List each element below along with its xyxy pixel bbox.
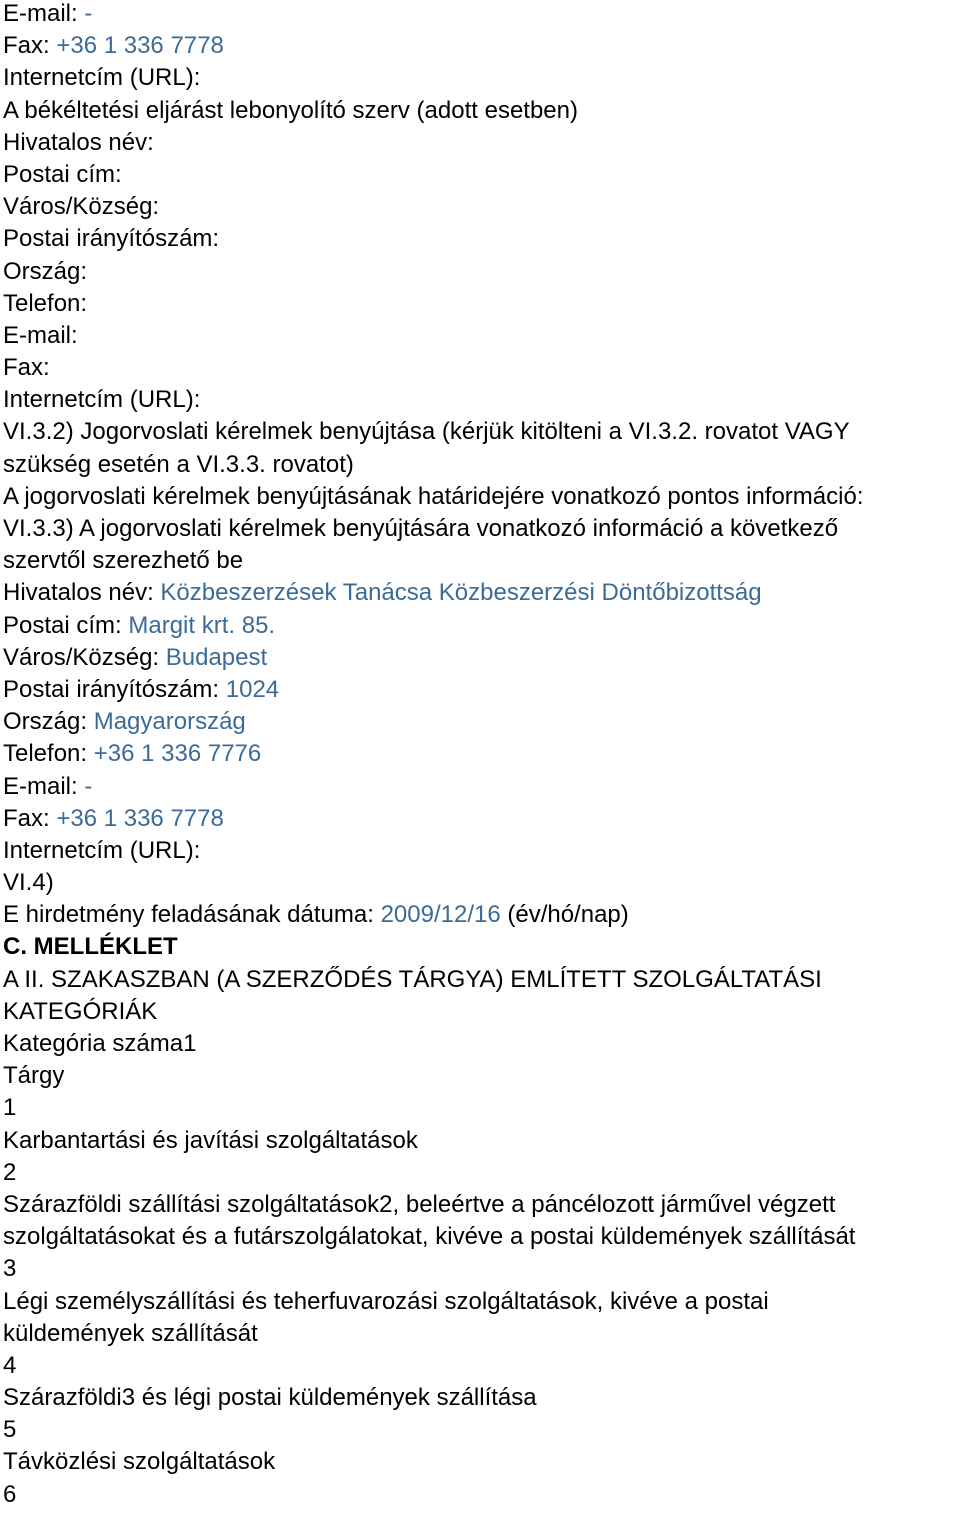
line-value: +36 1 336 7778 <box>56 32 224 60</box>
document-line <box>3 418 960 450</box>
document-line <box>3 998 960 1030</box>
document-line <box>3 708 960 740</box>
document-line <box>3 515 960 547</box>
line-label: 2 <box>3 1158 17 1186</box>
document-line <box>3 612 960 644</box>
line-label: E-mail: <box>3 0 85 27</box>
line-label: Hivatalos név: <box>3 128 154 156</box>
document-line <box>3 1094 960 1126</box>
document-line <box>3 97 960 129</box>
document-line <box>3 579 960 611</box>
line-label: Postai irányítószám: <box>3 675 226 703</box>
line-label: 6 <box>3 1480 17 1508</box>
document-line <box>3 1191 960 1223</box>
line-label: küldemények szállítását <box>3 1319 258 1347</box>
line-value: +36 1 336 7776 <box>93 740 262 768</box>
line-label: A II. SZAKASZBAN (A SZERZŐDÉS TÁRGYA) EMLÍTETT SZOLGÁLTATÁSI <box>3 965 822 993</box>
line-label: Internetcím (URL): <box>3 386 201 414</box>
line-value: Közbeszerzések Tanácsa Közbeszerzési Döntőbizottság <box>160 579 762 607</box>
line-label: Karbantartási és javítási szolgáltatások <box>3 1126 418 1154</box>
line-label: Hivatalos név: <box>3 579 161 607</box>
document-line <box>3 290 960 322</box>
document-line <box>3 0 960 32</box>
document-line <box>3 901 960 933</box>
line-label: szükség esetén a VI.3.3. rovatot) <box>3 450 354 478</box>
line-value: Magyarország <box>93 708 246 736</box>
line-label: Postai cím: <box>3 611 129 639</box>
line-label: 5 <box>3 1416 17 1444</box>
document-line <box>3 451 960 483</box>
document-line <box>3 322 960 354</box>
document-line <box>3 483 960 515</box>
document-line <box>3 805 960 837</box>
line-label: C. MELLÉKLET <box>3 933 178 961</box>
document-line <box>3 1481 960 1513</box>
document-line <box>3 869 960 901</box>
document-line <box>3 1416 960 1448</box>
document-line <box>3 193 960 225</box>
document-line <box>3 547 960 579</box>
line-label: Szárazföldi3 és légi postai küldemények szállítása <box>3 1384 537 1412</box>
line-value: +36 1 336 7778 <box>56 804 224 832</box>
document-line <box>3 1320 960 1352</box>
line-value: - <box>84 0 93 27</box>
line-label: Telefon: <box>3 289 88 317</box>
line-label: 4 <box>3 1351 17 1379</box>
document-line <box>3 129 960 161</box>
line-value: 1024 <box>225 675 280 703</box>
line-label: Kategória száma1 <box>3 1030 197 1057</box>
line-value: - <box>84 772 93 800</box>
line-label: Szárazföldi szállítási szolgáltatások2, beleértve a páncélozott járművel végzett <box>3 1190 836 1218</box>
document-line <box>3 773 960 805</box>
line-suffix: (év/hó/nap) <box>500 901 629 929</box>
line-label: szolgáltatásokat és a futárszolgálatokat, kivéve a postai küldemények szállítását <box>3 1223 856 1251</box>
line-label: KATEGÓRIÁK <box>3 997 158 1025</box>
document-line <box>3 644 960 676</box>
line-label: VI.3.3) A jogorvoslati kérelmek benyújtására vonatkozó információ a következő <box>3 515 839 542</box>
document-line <box>3 386 960 418</box>
line-label: E-mail: <box>3 321 78 349</box>
line-label: Távközlési szolgáltatások <box>3 1448 276 1476</box>
document-line <box>3 1288 960 1320</box>
line-value: Margit krt. 85. <box>128 611 276 639</box>
line-value: Budapest <box>165 643 268 671</box>
line-label: Fax: <box>3 804 57 832</box>
line-label: E hirdetmény feladásának dátuma: <box>3 901 381 929</box>
line-label: Ország: <box>3 257 88 285</box>
document-line <box>3 1159 960 1191</box>
document-line <box>3 966 960 998</box>
line-label: A békéltetési eljárást lebonyolító szerv (adott esetben) <box>3 96 578 124</box>
document-line <box>3 1384 960 1416</box>
document-line <box>3 225 960 257</box>
line-label: Telefon: <box>3 740 94 768</box>
line-label: Fax: <box>3 354 50 382</box>
line-label: E-mail: <box>3 772 85 800</box>
line-label: szervtől szerezhető be <box>3 547 244 575</box>
line-label: VI.3.2) Jogorvoslati kérelmek benyújtása (kérjük kitölteni a VI.3.2. rovatot VAGY <box>3 418 850 446</box>
line-label: A jogorvoslati kérelmek benyújtásának határidejére vonatkozó pontos információ: <box>3 482 864 510</box>
document-line <box>3 258 960 290</box>
line-label: 1 <box>3 1094 17 1122</box>
line-label: Tárgy <box>3 1062 65 1090</box>
document-line <box>3 837 960 869</box>
line-label: Postai cím: <box>3 160 122 188</box>
document-line <box>3 933 960 965</box>
line-label: Fax: <box>3 32 57 60</box>
document-line <box>3 1030 960 1062</box>
document-line <box>3 1062 960 1094</box>
line-label: VI.4) <box>3 869 54 897</box>
document-line <box>3 676 960 708</box>
line-label: 3 <box>3 1255 17 1283</box>
document-line <box>3 64 960 96</box>
document-line <box>3 1448 960 1480</box>
document-line <box>3 1223 960 1255</box>
document-line <box>3 354 960 386</box>
line-label: Ország: <box>3 708 94 736</box>
line-label: Internetcím (URL): <box>3 836 201 864</box>
line-label: Internetcím (URL): <box>3 64 201 92</box>
line-label: Város/Község: <box>3 193 160 221</box>
document-line <box>3 1352 960 1384</box>
document-line <box>3 1255 960 1287</box>
line-label: Légi személyszállítási és teherfuvarozási szolgáltatások, kivéve a postai <box>3 1287 769 1315</box>
document-line <box>3 740 960 772</box>
line-value: 2009/12/16 <box>380 901 501 929</box>
line-label: Postai irányítószám: <box>3 225 220 253</box>
line-label: Város/Község: <box>3 643 166 671</box>
document-line <box>3 161 960 193</box>
document-line <box>3 1127 960 1159</box>
document-line <box>3 32 960 64</box>
